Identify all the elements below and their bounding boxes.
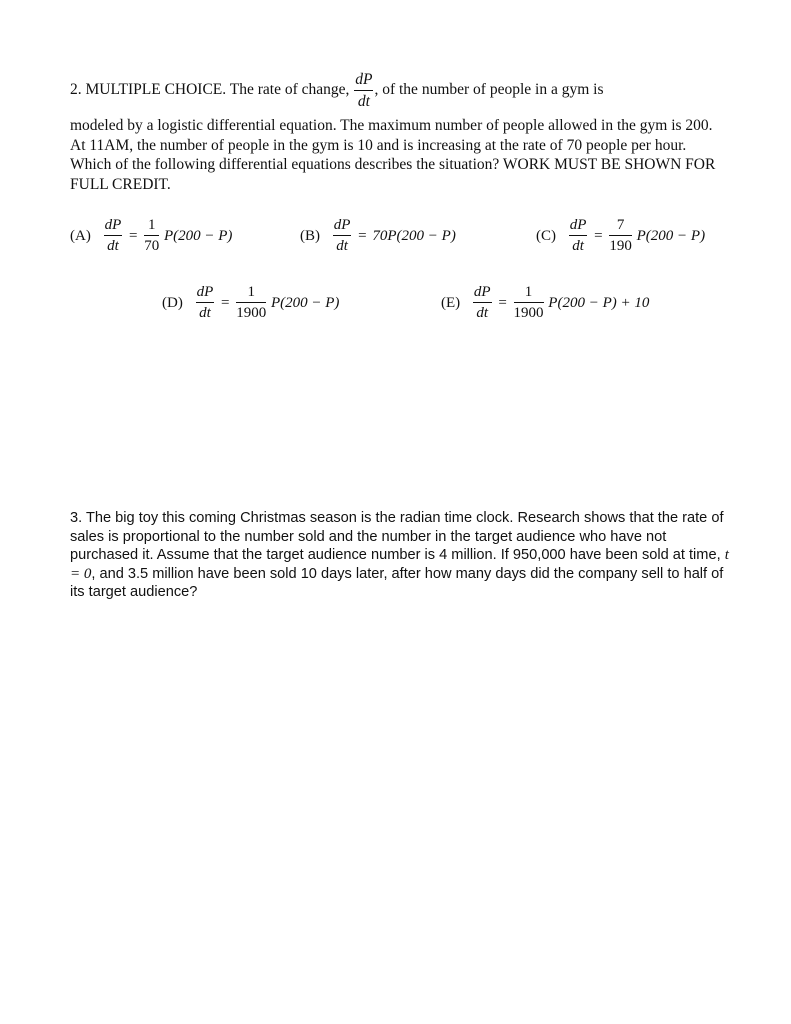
choice-a-rhs: P(200 − P) <box>163 227 233 244</box>
choice-d-equals: = <box>221 294 230 311</box>
choice-a-lhs-den: dt <box>107 238 119 254</box>
choice-a-coef-num: 1 <box>144 218 159 236</box>
choice-d[interactable] <box>162 285 339 321</box>
choice-a[interactable] <box>70 218 232 254</box>
choice-e-coef-den: 1900 <box>513 305 544 321</box>
choice-a-equals: = <box>129 227 138 244</box>
choice-c-lhs-den: dt <box>572 238 584 254</box>
derivative-denominator: dt <box>357 92 370 110</box>
choice-b-equals: = <box>358 227 367 244</box>
problem-3-math: t = 0 <box>70 547 729 582</box>
derivative-numerator: dP <box>354 72 373 91</box>
problem-2-lead-after: , of the number of people in a gym is <box>374 81 604 99</box>
choice-c-coef-den: 190 <box>609 238 632 254</box>
choice-d-lhs-den: dt <box>199 305 211 321</box>
choice-e-coefficient <box>514 285 544 321</box>
choice-e-equals: = <box>498 294 507 311</box>
choice-a-coefficient <box>144 218 159 254</box>
choice-c-coefficient <box>609 218 632 254</box>
choice-e-lhs-num: dP <box>473 285 492 303</box>
problem-2-number: 2. <box>70 81 82 99</box>
choice-d-lhs-num: dP <box>196 285 215 303</box>
choice-c-lhs <box>569 218 588 254</box>
problem-3-text-before: 3. The big toy this coming Christmas season is the radian time clock. Research shows that the rate of sales is proportional to the number sold and the number in the target audience who have not purchased it. Assume that the target audience number is 4 million. If 950,000 have been sold at time, <box>70 510 724 564</box>
choice-a-lhs-num: dP <box>104 218 123 236</box>
choice-c-equals: = <box>594 227 603 244</box>
choice-e-label: (E) <box>441 294 461 311</box>
choice-a-coef-den: 70 <box>144 238 160 254</box>
choice-c-label: (C) <box>536 227 556 244</box>
choice-c-rhs: P(200 − P) <box>636 227 706 244</box>
problem-2-heading <box>70 72 603 109</box>
choice-b-label: (B) <box>300 227 320 244</box>
problem-3 <box>70 509 735 602</box>
choice-e-lhs-den: dt <box>476 305 489 321</box>
choice-b-rhs: 70P(200 − P) <box>372 227 456 244</box>
choice-b-lhs <box>333 218 352 254</box>
choice-d-coefficient <box>236 285 266 321</box>
choice-e-lhs <box>473 285 492 321</box>
choice-b-lhs-den: dt <box>336 238 348 254</box>
choice-c-coef-num: 7 <box>609 218 632 236</box>
choice-e[interactable] <box>441 285 649 321</box>
derivative-fraction <box>354 72 373 109</box>
choice-b-lhs-num: dP <box>333 218 352 236</box>
choice-d-coef-num: 1 <box>236 285 266 303</box>
choice-c-lhs-num: dP <box>569 218 588 236</box>
choice-e-coef-num: 1 <box>514 285 544 303</box>
choice-b[interactable] <box>300 218 456 254</box>
choice-d-label: (D) <box>162 294 183 311</box>
choice-d-rhs: P(200 − P) <box>270 294 340 311</box>
choice-e-rhs: P(200 − P) + 10 <box>548 294 650 311</box>
choice-a-lhs <box>104 218 123 254</box>
choice-c[interactable] <box>536 218 705 254</box>
problem-2-body: modeled by a logistic differential equation. The maximum number of people allowed in the gym is 200. At 11AM, the number of people in the gym is 10 and is increasing at the rate of 70 people per hour. Which of the following differential equations describes the situation? WORK MUST BE SHOWN FOR FULL CREDIT. <box>70 117 716 193</box>
choice-a-label: (A) <box>70 227 91 244</box>
problem-3-text-after: , and 3.5 million have been sold 10 days later, after how many days did the company sell to half of its target audience? <box>70 565 724 601</box>
choice-d-coef-den: 1900 <box>236 305 267 321</box>
problem-2-lead: MULTIPLE CHOICE. The rate of change, <box>85 81 350 99</box>
choice-d-lhs <box>196 285 215 321</box>
